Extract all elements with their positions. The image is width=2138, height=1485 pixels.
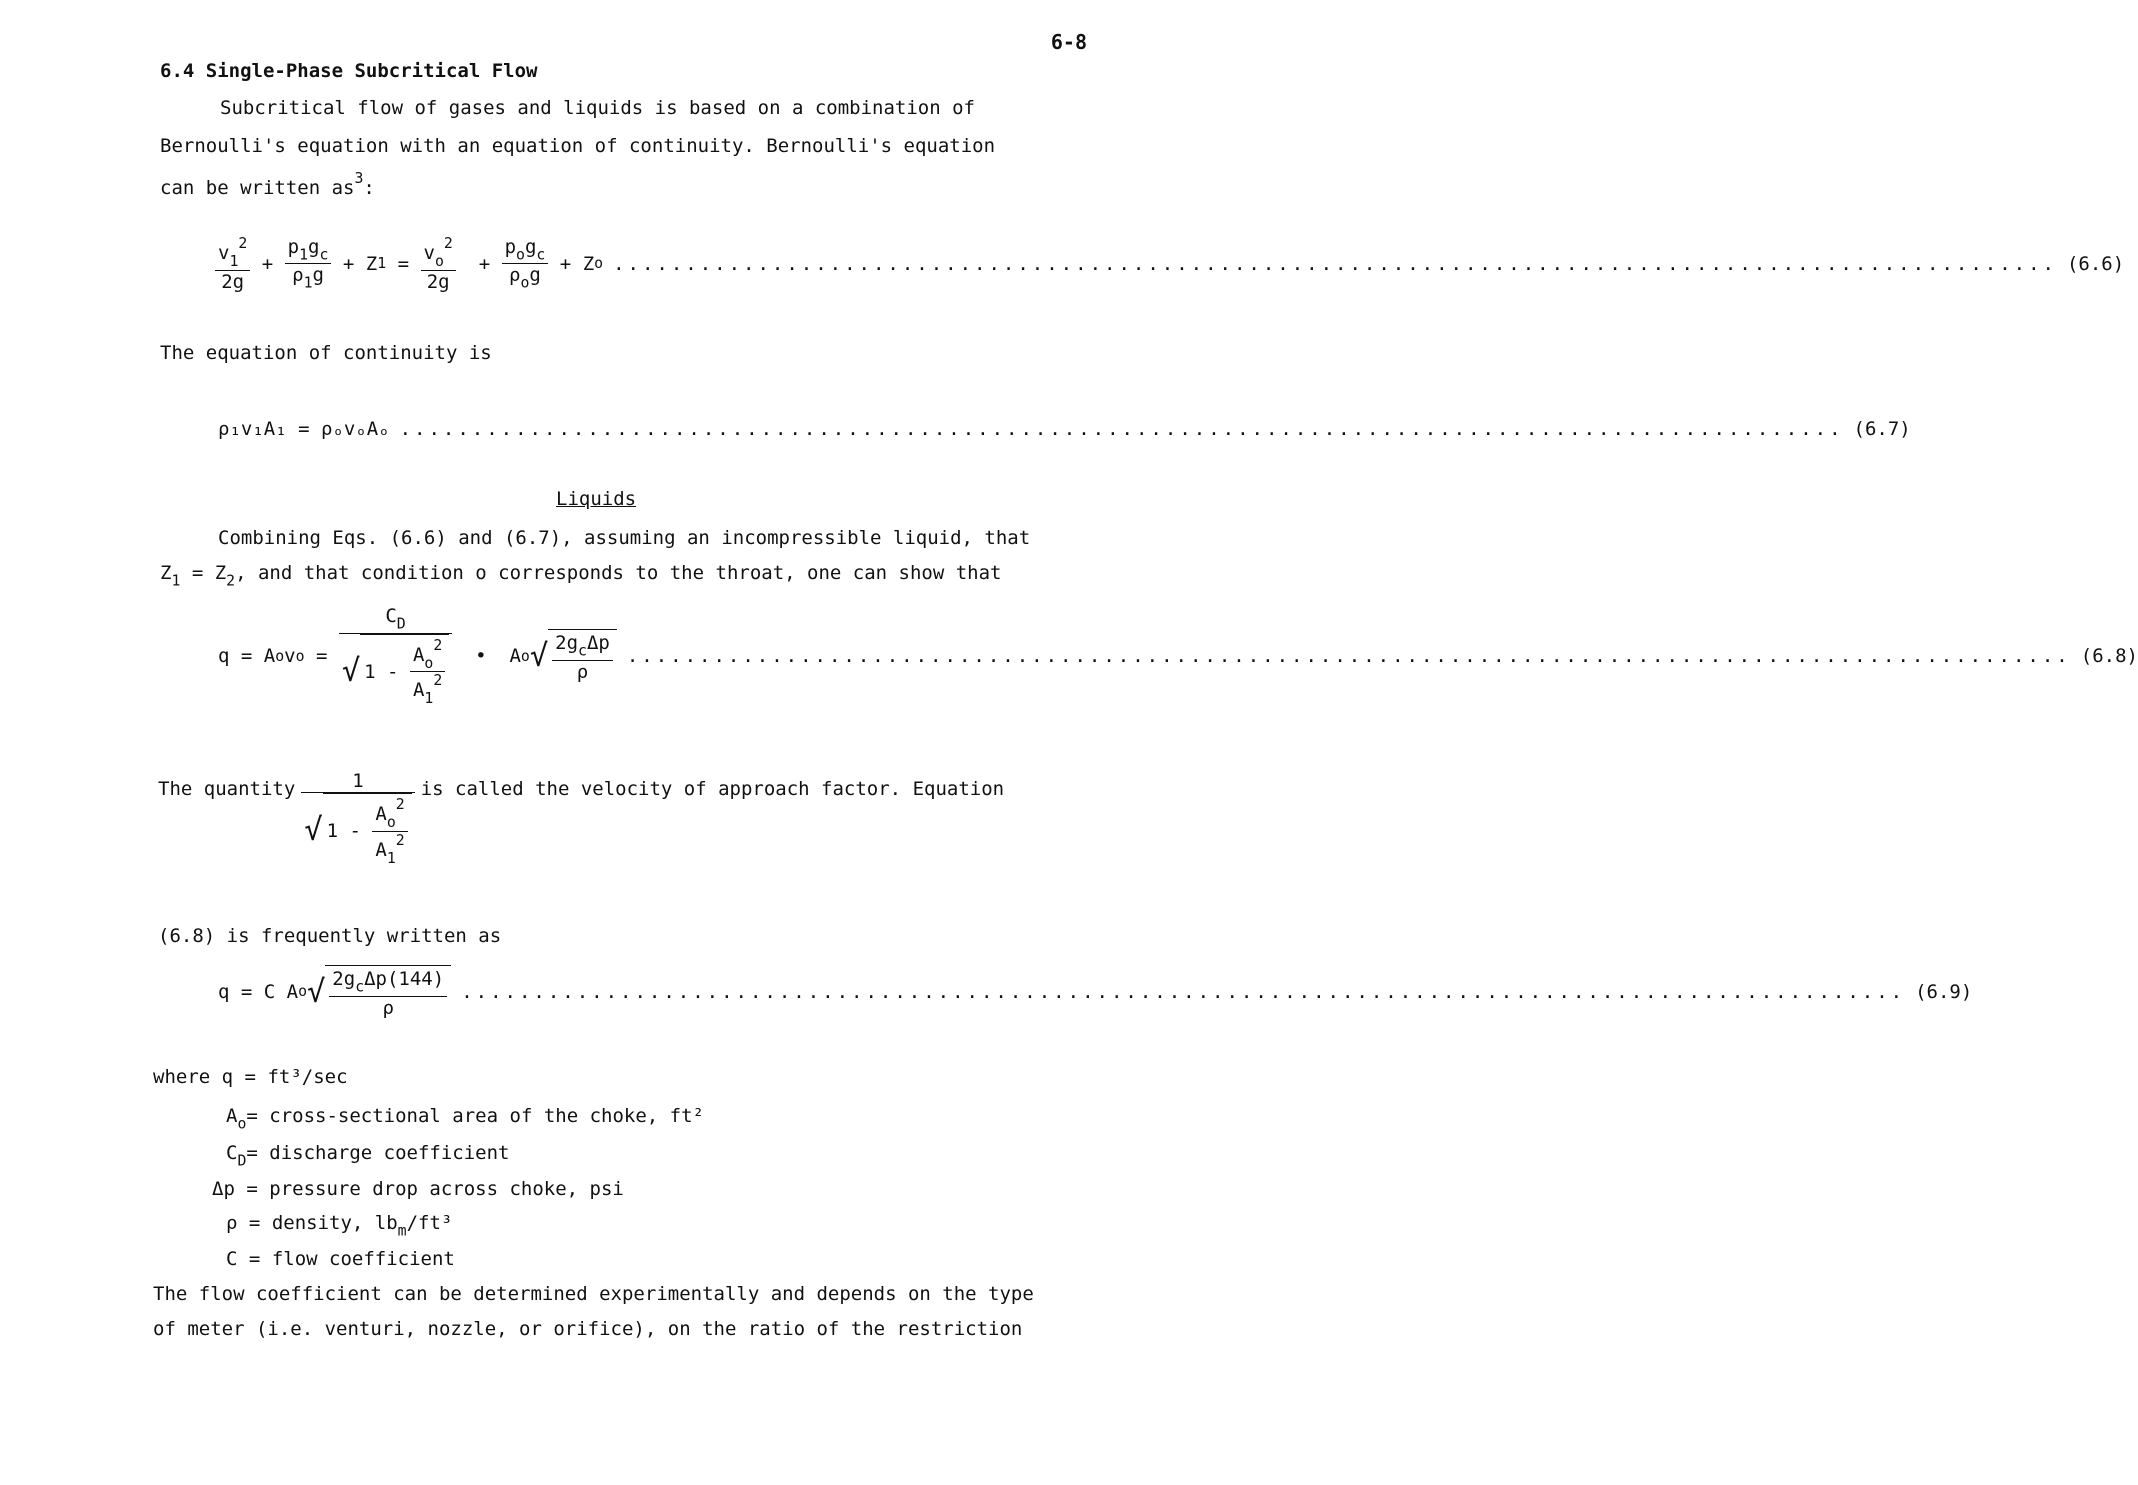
equation-6-7: ρ₁v₁A₁ = ρₒvₒAₒ .................................................................................................... (6.7) — [218, 418, 1911, 440]
equation-number-6-6: (6.6) — [2066, 252, 2125, 275]
eq66-term1: $\frac{v_1^2}{2g}$ — [215, 235, 250, 293]
leader-dots: .................................................................................................... — [461, 980, 1906, 1003]
eq67-rhs: ρₒvₒAₒ — [320, 418, 390, 440]
page-number: 6-8 — [1050, 30, 1087, 54]
section-heading: 6.4 Single-Phase Subcritical Flow — [160, 60, 538, 82]
def-dp: Δp = pressure drop across choke, psi — [212, 1178, 624, 1200]
quantity-line — [158, 770, 1004, 867]
paragraph1-line2: Bernoulli's equation with an equation of continuity. Bernoulli's equation — [160, 135, 996, 157]
equation-6-9: q = C A o √ $\frac{2g_c\Delta p(144)}{\rho}$ .................................................................................................... (6.9) — [218, 965, 1058, 1019]
paragraph2-line2: $Z_1 = Z_2$, and that condition o corresponds to the throat, one can show that — [160, 562, 1002, 590]
def-c: C = flow coefficient — [226, 1248, 455, 1270]
def-cd: $C_D=$ discharge coefficient — [226, 1142, 510, 1170]
paragraph3: (6.8) is frequently written as — [158, 925, 502, 947]
equation-6-6: $\frac{v_1^2}{2g}$ + $\frac{p_1g_c}{\rho_1g}$ + Z 1 = $\frac{v_o^2}{2g}$ + $\frac{p_og_c}{\rho_og}$ + Z o .................................................................................................... (6.6) — [215, 235, 1065, 293]
paragraph1-line3 — [160, 170, 375, 199]
paragraph1-line1: Subcritical flow of gases and liquids is based on a combination of — [220, 97, 975, 119]
leader-dots: .................................................................................................... — [613, 252, 2057, 275]
paragraph1-line3-colon: : — [363, 177, 375, 200]
quantity-before: The quantity — [158, 778, 296, 800]
eq68-cd-fraction: $C_D$ √ 1 - $\frac{A_o^2}{A_1^2}$ — [339, 605, 452, 707]
leader-dots: .................................................................................................... — [399, 418, 1844, 440]
equation-number-6-9: (6.9) — [1915, 980, 1973, 1003]
eq67-lhs: ρ₁v₁A₁ — [218, 418, 287, 440]
def-ao: $A_o=$ cross-sectional area of the choke, ft² — [226, 1105, 704, 1133]
equation-6-8: q = A o v o = $C_D$ √ 1 - $\frac{A_o^2}{A_1^2}$ • A o √ $\frac{2g_c\Delta p}{\rho}$ .................................................................................................... (6.8) — [218, 605, 2138, 708]
footnote-ref: 3 — [354, 170, 364, 187]
paragraph2-line1: Combining Eqs. (6.6) and (6.7), assuming an incompressible liquid, that — [218, 527, 1031, 549]
continuity-intro: The equation of continuity is — [160, 342, 492, 364]
paragraph1-line3-text: can be written as — [160, 177, 355, 200]
eq66-term3: $\frac{v_o^2}{2g}$ — [421, 235, 456, 293]
paragraph4-line1: The flow coefficient can be determined experimentally and depends on the type — [153, 1283, 1034, 1305]
velocity-approach-factor: 1 √ 1 - $\frac{A_o^2}{A_1^2}$ — [301, 770, 414, 867]
equation-number-6-7: (6.7) — [1853, 418, 1911, 440]
equation-number-6-8: (6.8) — [2080, 645, 2138, 668]
eq66-term4: $\frac{p_og_c}{\rho_og}$ — [502, 236, 549, 292]
eq66-term2: $\frac{p_1g_c}{\rho_1g}$ — [285, 236, 332, 292]
paragraph4-line2: of meter (i.e. venturi, nozzle, or orifice), on the ratio of the restriction — [153, 1318, 1023, 1340]
def-q: where q = ft³/sec — [153, 1066, 348, 1088]
leader-dots: .................................................................................................... — [626, 645, 2071, 668]
quantity-after: is called the velocity of approach factor. Equation — [420, 778, 1005, 800]
def-rho: ρ = density, $lb_m$/ft³ — [226, 1212, 453, 1240]
liquids-heading: Liquids — [556, 488, 637, 510]
